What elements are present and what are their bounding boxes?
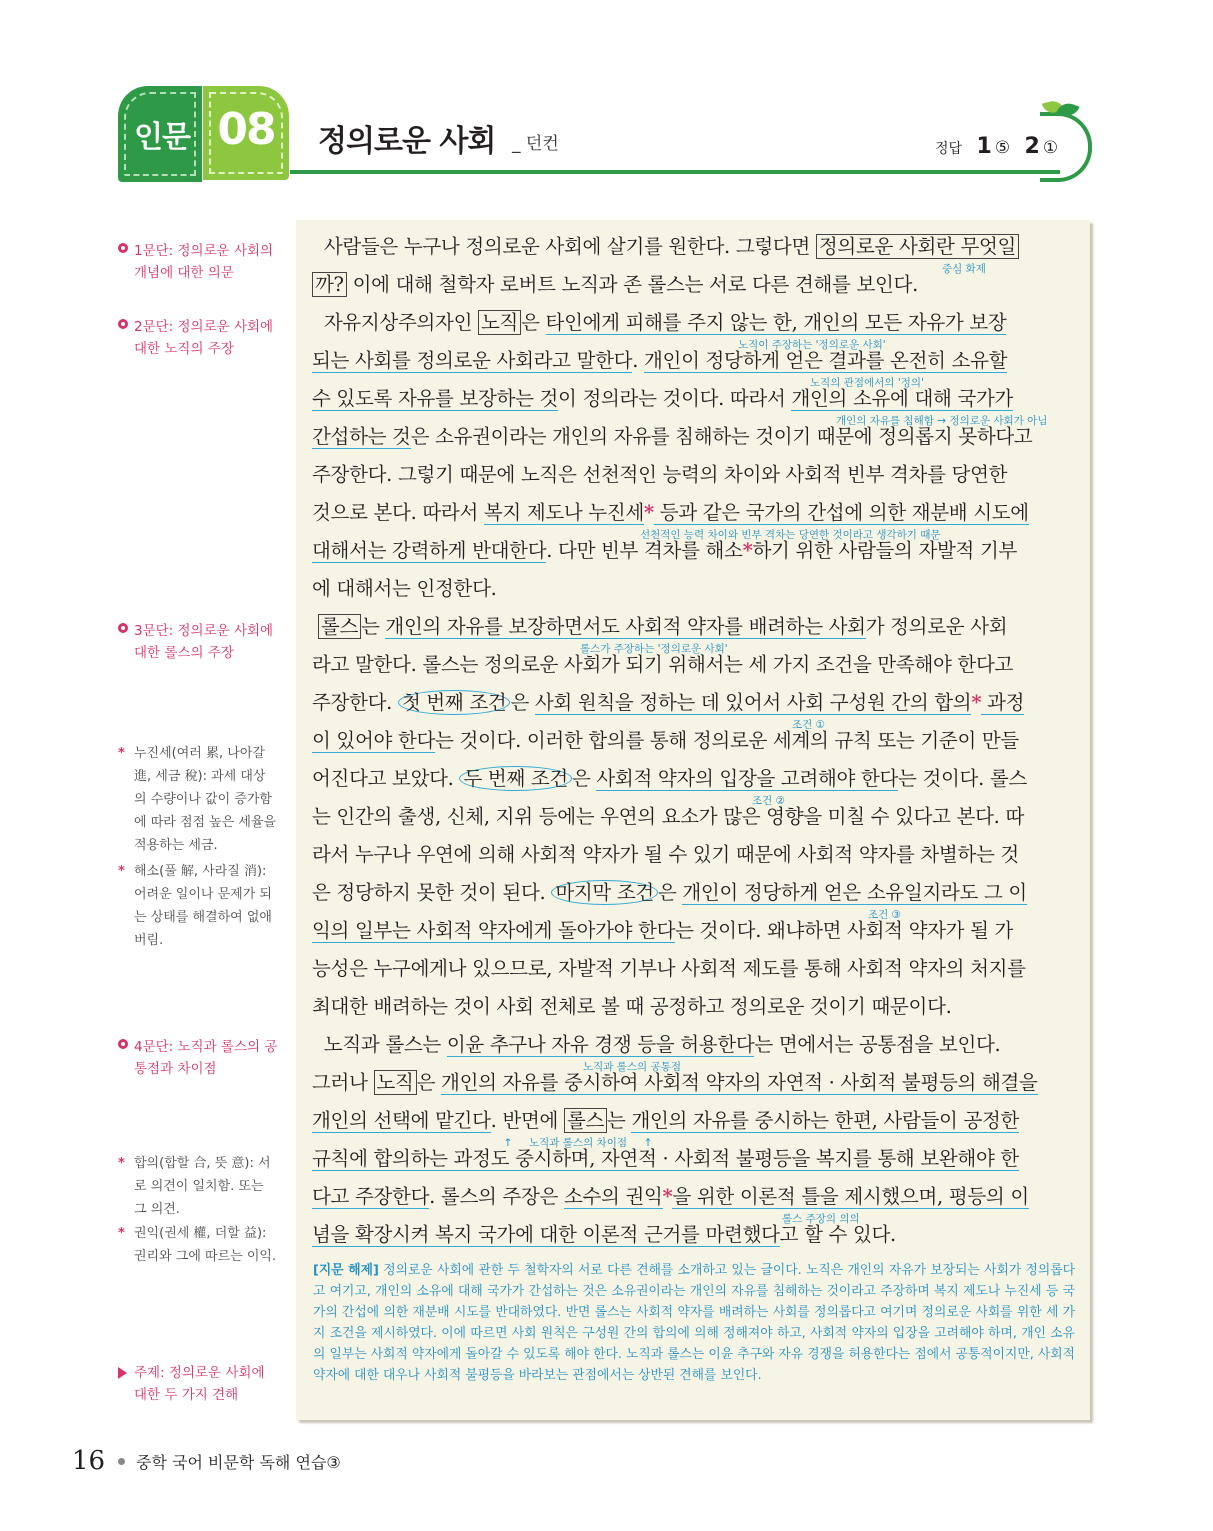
bullet-icon [118,243,128,253]
answer-label: 정답 [935,141,963,157]
triangle-icon [118,1367,127,1379]
passage-line: 이 있어야 한다는 것이다. 이러한 합의를 통해 정의로운 세계의 규칙 또는 기준이 만들 [312,729,1019,752]
author: _ 던컨 [512,134,559,154]
passage-line: 라서 누구나 우연에 의해 사회적 약자가 될 수 있기 때문에 사회적 약자를 차별하는 것 [312,843,1019,866]
condition-oval: 마지막 조건 [551,880,658,905]
passage-line: 사람들은 누구나 정의로운 사회에 살기를 원한다. 그렇다면 정의로운 사회란 무엇일 [312,232,1074,262]
passage-line: 익의 일부는 사회적 약자에게 돌아가야 한다는 것이다. 왜냐하면 사회적 약자가 될 가 [312,919,1014,942]
answer-1-number: 1 [976,134,992,159]
annotation: 롤스가 주장하는 '정의로운 사회' [580,643,728,655]
passage-line: 것으로 본다. 따라서 복지 제도나 누진세* 등과 같은 국가의 간섭에 의한 재분배 시도에 [312,501,1029,524]
annotation: 개인의 자유를 침해함 → 정의로운 사회가 아님 [836,415,1048,427]
passage-line: 수 있도록 자유를 보장하는 것이 정의라는 것이다. 따라서 개인의 소유에 대해 국가가 [312,387,1014,410]
summary-text: 정의로운 사회에 관한 두 철학자의 서로 다른 견해를 소개하고 있는 글이다. 노직은 개인의 자유가 보장되는 사회가 정의롭다고 여기고, 개인의 소유에 대해 국가가 간섭하는 것은 소유권이라는 개인의 자유를 침해하는 것이라고 주장하며 복지 제도나 누진세 등 국가의 간섭에 의한 재분배 시도를 반대하였다. 반면 롤스는 사회적 약자를 배려하는 사회를 정의롭다고 여기며 정의로운 사회를 위한 세 가지 조건을 제시하였다. 이에 따르면 사회 원칙은 구성원 간의 합의에 의해 정해져야 하고, 사회적 약자의 입장을 고려해야 하며, 개인 소유의 일부는 사회적 약자에게 돌아갈 수 있도록 해야 한다. 노직과 롤스는 이윤 추구와 자유 경쟁을 허용한다는 점에서 공통적이지만, 사회적 약자에 대한 대우나 사회적 불평등을 바라보는 관점에서는 상반된 견해를 보인다. [313,1263,1075,1383]
passage-line: 능성은 누구에게나 있으므로, 자발적 기부나 사회적 제도를 통해 사회적 약자의 처지를 [312,957,1026,980]
annotation: 선천적인 능력 차이와 빈부 격차는 당연한 것이라고 생각하기 때문 [640,529,941,541]
passage-line: 간섭하는 것은 소유권이라는 개인의 자유를 침해하는 것이기 때문에 정의롭지 못하다고 [312,425,1033,448]
annotation: 노직과 롤스의 공통점 [583,1061,681,1073]
subject-label: 인문 [134,120,190,155]
asterisk-icon: * [118,746,125,761]
asterisk-icon: * [118,1226,125,1241]
asterisk-icon: * [118,1156,125,1171]
bullet-dot-icon [118,1458,125,1465]
side-note-paragraph-3: 3문단: 정의로운 사회에 대한 롤스의 주장 [118,620,278,664]
side-note-paragraph-2: 2문단: 정의로운 사회에 대한 노직의 주장 [118,316,278,360]
annotation-arrow: ↑ 노직과 롤스의 차이점 ↑ [503,1137,653,1149]
passage-line: 주장한다. 그렇기 때문에 노직은 선천적인 능력의 차이와 사회적 빈부 격차를 당연한 [312,463,1008,486]
theme-note: 주제: 정의로운 사회에 대한 두 가지 견해 [118,1362,278,1406]
passage-line: 노직과 롤스는 이윤 추구나 자유 경쟁 등을 허용한다는 면에서는 공통점을 보인다. [323,1033,1001,1056]
asterisk-icon: * [118,864,125,879]
glossary-note: * 권익(권세 權, 더할 益): 권리와 그에 따르는 이익. [118,1222,278,1268]
passage-line: 에 대해서는 인정한다. [312,577,497,600]
lesson-number: 08 [217,104,275,155]
side-note-paragraph-1: 1문단: 정의로운 사회의 개념에 대한 의문 [118,240,278,284]
passage-line: 개인의 선택에 맡긴다. 반면에 롤스 는 개인의 자유를 중시하는 한편, 사람들이 공정한 [312,1109,1020,1132]
passage-line: 념을 확장시켜 복지 국가에 대한 이론적 근거를 마련했다고 할 수 있다. [312,1223,896,1246]
condition-oval: 첫 번째 조건 [398,690,510,715]
answer-2-number: 2 [1024,134,1040,159]
passage-line: 대해서는 강력하게 반대한다. 다만 빈부 격차를 해소*하기 위한 사람들의 자발적 기부 [312,539,1018,562]
glossary-note: * 누진세(여러 累, 나아갈 進, 세금 稅): 과세 대상의 수량이나 값이 증가함에 따라 점점 높은 세율을 적용하는 세금. [118,742,278,857]
passage-line: 는 인간의 출생, 신체, 지위 등에는 우연의 요소가 많은 영향을 미칠 수 있다고 본다. 따 [312,805,1024,828]
answer-key [935,134,1058,159]
passage-summary [313,1260,1075,1386]
passage-line: 최대한 배려하는 것이 사회 전체로 볼 때 공정하고 정의로운 것이기 때문이다. [312,995,952,1018]
book-title: 중학 국어 비문학 독해 연습③ [136,1453,341,1472]
passage-line: 그러나 노직 은 개인의 자유를 중시하여 사회적 약자의 자연적 · 사회적 불평등의 해결을 [312,1071,1038,1094]
keyword-box: 노직 [374,1070,417,1095]
passage-line: 은 정당하지 못한 것이 된다. 마지막 조건 은 개인이 정당하게 얻은 소유일지라도 그 이 [312,881,1027,904]
glossary-note: * 합의(합할 合, 뜻 意): 서로 의견이 일치함. 또는 그 의견. [118,1152,278,1221]
annotation: 조건 ② [752,795,786,807]
keyword-box: 롤스 [318,614,361,639]
passage-line: 되는 사회를 정의로운 사회라고 말한다. 개인이 정당하게 얻은 결과를 온전히 소유할 [312,349,1008,372]
passage-line: 자유지상주의자인 노직 은 타인에게 피해를 주지 않는 한, 개인의 모든 자유가 보장 [323,311,1007,334]
page-number: 16 [72,1446,106,1476]
page-title: 정의로운 사회 [318,124,496,159]
annotation: 중심 화제 [942,263,986,275]
passage-line: 까? 이에 대해 철학자 로버트 노직과 존 롤스는 서로 다른 견해를 보인다. [312,270,1074,300]
summary-label: [지문 해제] [313,1263,379,1278]
answer-1-choice: ⑤ [994,138,1011,158]
passage-line: 어진다고 보았다. 두 번째 조건 은 사회적 약자의 입장을 고려해야 한다는 것이다. 롤스 [312,767,1027,790]
condition-oval: 두 번째 조건 [459,766,571,791]
annotation: 조건 ① [792,719,826,731]
annotation: 노직의 관점에서의 '정의' [810,377,924,389]
passage-line: 주장한다. 첫 번째 조건 은 사회 원칙을 정하는 데 있어서 사회 구성원 간의 합의* 과정 [312,691,1025,714]
side-note-paragraph-4: 4문단: 노직과 롤스의 공통점과 차이점 [118,1036,278,1080]
bullet-icon [118,319,128,329]
passage-line: 라고 말한다. 롤스는 정의로운 사회가 되기 위해서는 세 가지 조건을 만족해야 한다고 [312,653,1014,676]
keyword-box: 롤스 [564,1108,607,1133]
annotation: 롤스 주장의 의의 [782,1213,860,1225]
passage-line: 롤스 는 개인의 자유를 보장하면서도 사회적 약자를 배려하는 사회가 정의로운 사회 [312,612,1074,642]
bullet-icon [118,1039,128,1049]
glossary-note: * 해소(풀 解, 사라질 消): 어려운 일이나 문제가 되는 상태를 해결하여 없애 버림. [118,860,278,952]
passage-line: 규칙에 합의하는 과정도 중시하며, 자연적 · 사회적 불평등을 복지를 통해 보완해야 한 [312,1147,1019,1170]
answer-2-choice: ① [1042,138,1059,158]
bullet-icon [118,623,128,633]
header-rule [290,170,1060,174]
annotation: 조건 ③ [868,909,902,921]
passage-line: 다고 주장한다. 롤스의 주장은 소수의 권익*을 위한 이론적 틀을 제시했으며, 평등의 이 [312,1185,1029,1208]
keyword-box: 노직 [478,310,521,335]
annotation: 노직이 주장하는 '정의로운 사회' [738,339,886,351]
